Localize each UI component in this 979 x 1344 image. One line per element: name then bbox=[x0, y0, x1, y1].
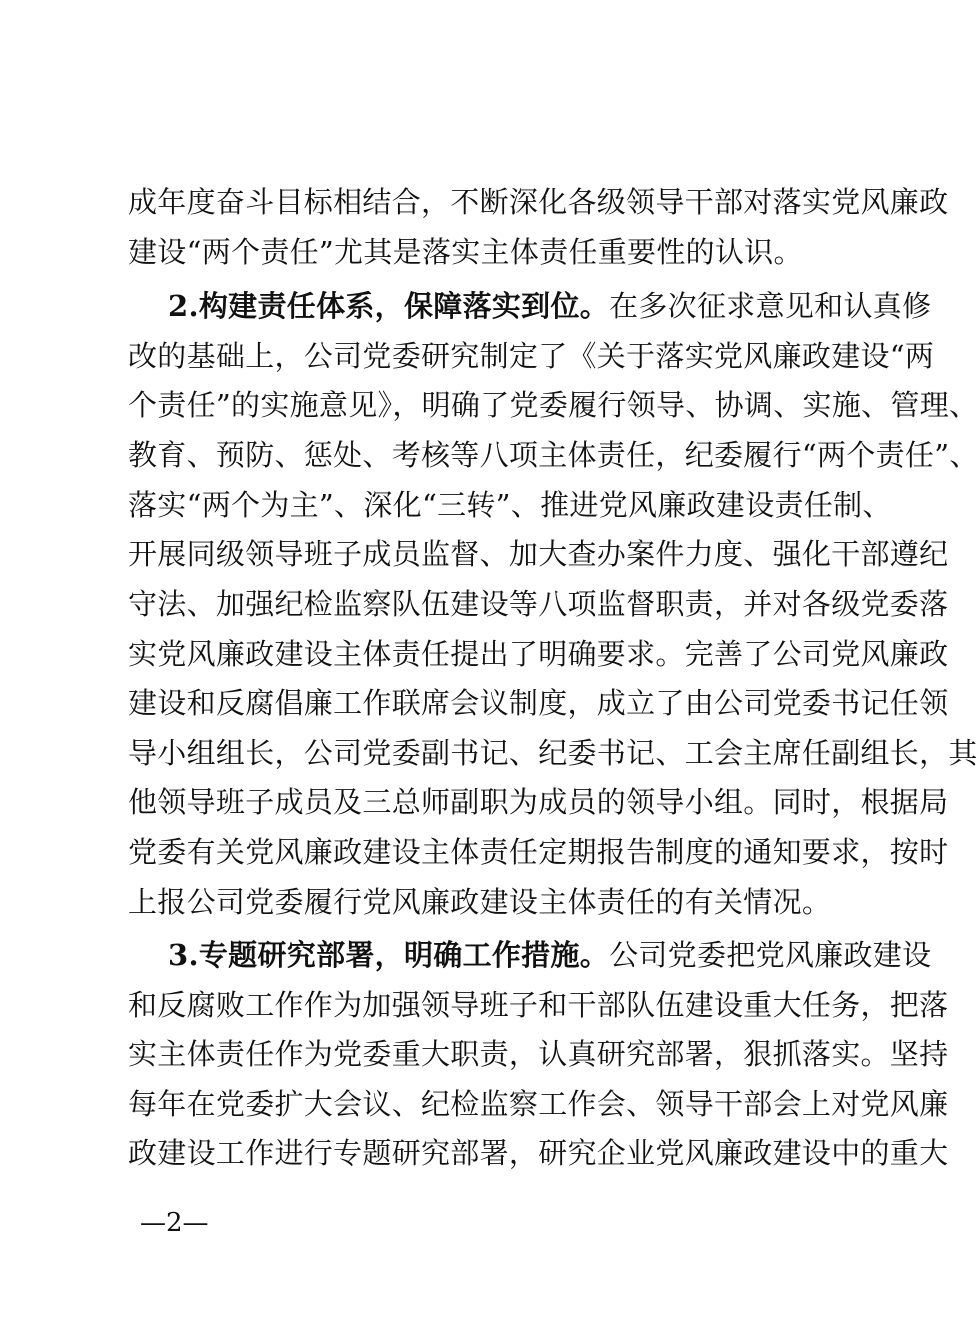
section-heading: 3.专题研究部署，明确工作措施。 bbox=[168, 938, 610, 972]
body-text-line: 个责任”的实施意见》，明确了党委履行领导、协调、实施、管理、 bbox=[128, 388, 979, 422]
body-text: 在多次征求意见和认真修 bbox=[609, 289, 932, 323]
section-heading: 2.构建责任体系，保障落实到位。 bbox=[168, 289, 610, 323]
body-text-line: 实主体责任作为党委重大职责，认真研究部署，狠抓落实。坚持 bbox=[128, 1037, 949, 1071]
body-text-line: 上报公司党委履行党风廉政建设主体责任的有关情况。 bbox=[128, 885, 832, 919]
paragraph-first-line bbox=[168, 280, 932, 332]
paragraph-first-line bbox=[168, 929, 932, 981]
body-text-line: 落实“两个为主”、深化“三转”、推进党风廉政建设责任制、 bbox=[128, 488, 892, 522]
body-text-line: 守法、加强纪检监察队伍建设等八项监督职责，并对各级党委落 bbox=[128, 587, 949, 621]
body-text-line: 教育、预防、惩处、考核等八项主体责任，纪委履行“两个责任”、 bbox=[128, 438, 979, 472]
body-text-line: 建设“两个责任”尤其是落实主体责任重要性的认识。 bbox=[128, 235, 803, 269]
body-text-line: 建设和反腐倡廉工作联席会议制度，成立了由公司党委书记任领 bbox=[128, 686, 949, 720]
body-text-line: 导小组组长，公司党委副书记、纪委书记、工会主席任副组长，其 bbox=[128, 736, 978, 770]
body-text-line: 政建设工作进行专题研究部署，研究企业党风廉政建设中的重大 bbox=[128, 1136, 949, 1170]
body-text-line: 实党风廉政建设主体责任提出了明确要求。完善了公司党风廉政 bbox=[128, 637, 949, 671]
body-text-line: 每年在党委扩大会议、纪检监察工作会、领导干部会上对党风廉 bbox=[128, 1087, 949, 1121]
body-text-line: 成年度奋斗目标相结合，不断深化各级领导干部对落实党风廉政 bbox=[128, 185, 949, 219]
body-text-line: 改的基础上，公司党委研究制定了《关于落实党风廉政建设“两 bbox=[128, 339, 935, 373]
body-text-line: 和反腐败工作作为加强领导班子和干部队伍建设重大任务，把落 bbox=[128, 988, 949, 1022]
body-text-line: 党委有关党风廉政建设主体责任定期报告制度的通知要求，按时 bbox=[128, 835, 949, 869]
page-number: —2— bbox=[140, 1208, 209, 1238]
body-text-line: 开展同级领导班子成员监督、加大查办案件力度、强化干部遵纪 bbox=[128, 537, 949, 571]
body-text-line: 他领导班子成员及三总师副职为成员的领导小组。同时，根据局 bbox=[128, 785, 949, 819]
body-text: 公司党委把党风廉政建设 bbox=[609, 938, 932, 972]
